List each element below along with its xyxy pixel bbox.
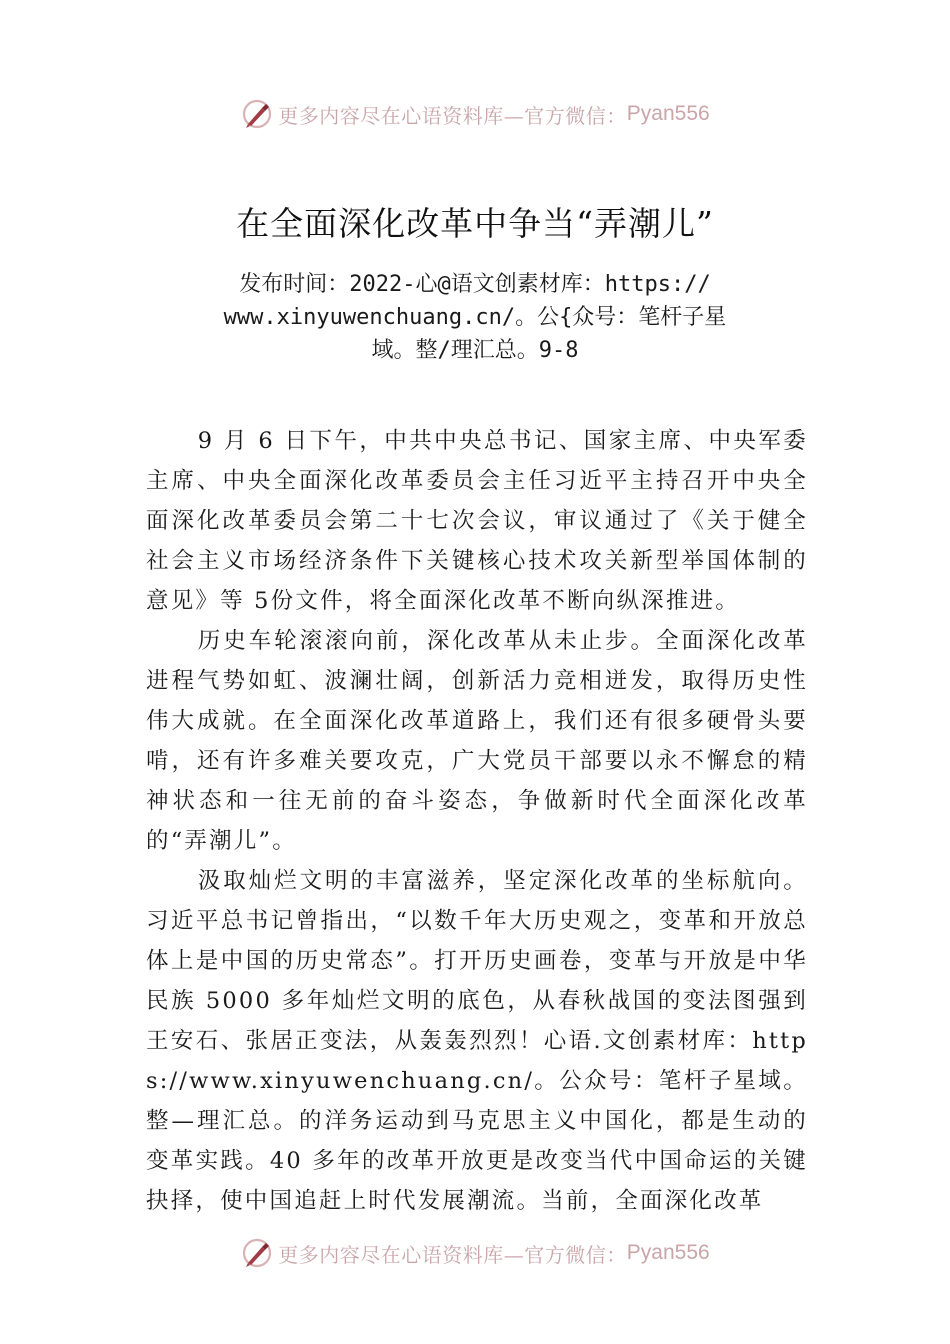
meta-line: 发布时间：2022-心@语文创素材库：https:// — [239, 272, 711, 297]
pen-logo-icon — [240, 97, 274, 131]
paragraph: 9 月 6 日下午，中共中央总书记、国家主席、中央军委主席、中央全面深化改革委员会主任习近平主持召开中央全面深化改革委员会第二十七次会议，审议通过了《关于健全社会主义市场经济条件下关键核心技术攻关新型举国体制的意见》等 5份文件，将全面深化改革不断向纵深推进。 — [146, 428, 808, 614]
wechat-id: Pyan556 — [626, 102, 710, 125]
banner-text: 更多内容尽在心语资料库—官方微信： — [278, 103, 627, 128]
banner-text: 更多内容尽在心语资料库—官方微信： — [278, 1242, 627, 1267]
wechat-id: Pyan556 — [626, 1241, 710, 1264]
publish-meta — [190, 268, 760, 367]
paragraph: 汲取灿烂文明的丰富滋养，坚定深化改革的坐标航向。习近平总书记曾指出，“以数千年大历史观之，变革和开放总体上是中国的历史常态”。打开历史画卷，变革与开放是中华民族 5000 多年灿烂文明的底色，从春秋战国的变法图强到王安石、张居正变法，从轰轰烈烈！心语.文创素材库：https://www.xinyuwenchuang.cn/。公众号：笔杆子星域。整—理汇总。的洋务运动到马克思主义中国化，都是生动的变革实践。40 多年的改革开放更是改变当代中国命运的关键抉择，使中国追赶上时代发展潮流。当前，全面深化改革 — [146, 868, 808, 1214]
watermark-banner-top — [0, 94, 950, 134]
meta-line: www.xinyuwenchuang.cn/。公{众号：笔杆子星 — [223, 305, 727, 330]
page-title: 在全面深化改革中争当“弄潮儿” — [236, 204, 714, 243]
paragraph: 历史车轮滚滚向前，深化改革从未止步。全面深化改革进程气势如虹、波澜壮阔，创新活力竞相迸发，取得历史性伟大成就。在全面深化改革道路上，我们还有很多硬骨头要啃，还有许多难关要攻克，广大党员干部要以永不懈怠的精神状态和一往无前的奋斗姿态，争做新时代全面深化改革的“弄潮儿”。 — [146, 628, 808, 854]
article-body — [146, 421, 808, 1221]
watermark-banner-bottom — [0, 1233, 950, 1273]
meta-line: 域。整/理汇总。9-8 — [371, 338, 579, 363]
pen-logo-icon — [240, 1236, 274, 1270]
